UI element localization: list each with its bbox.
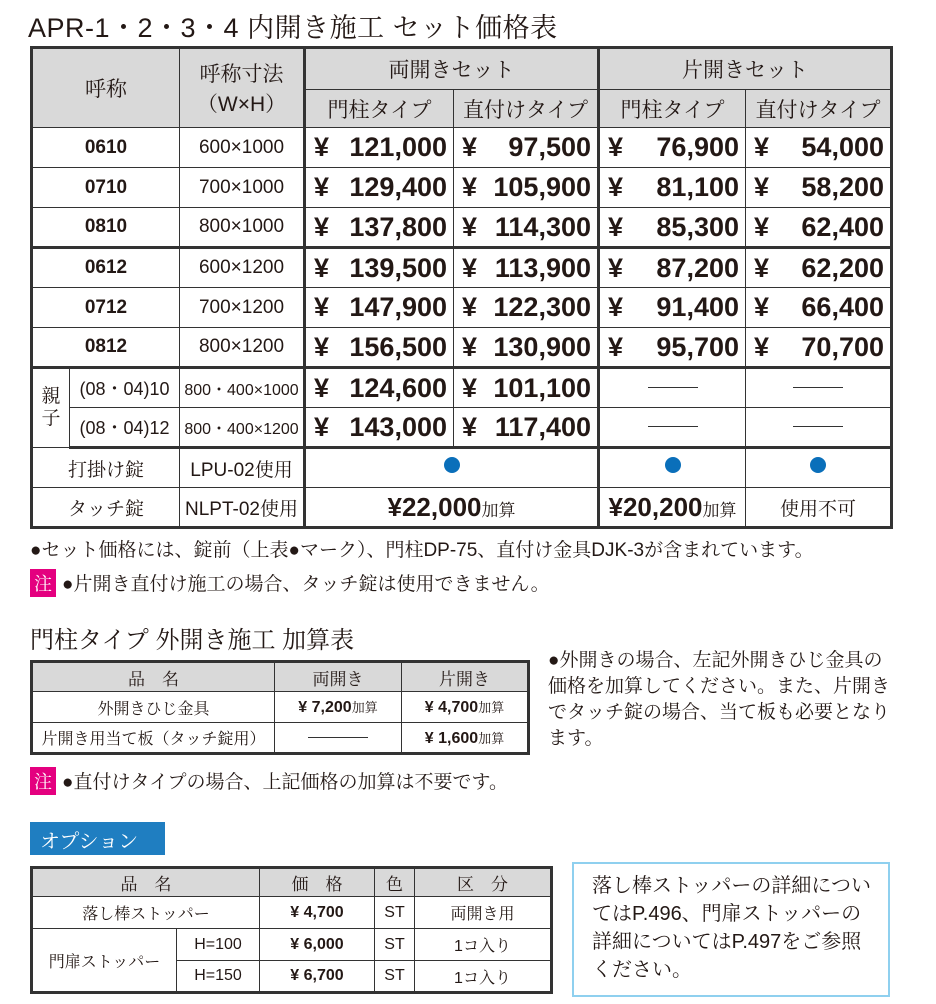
- yen: ¥: [608, 331, 624, 362]
- color: ST: [375, 897, 415, 929]
- height: H=100: [177, 929, 260, 961]
- caution-badge: 注: [30, 767, 56, 795]
- yen: ¥: [462, 411, 478, 442]
- price: 105,900: [493, 172, 591, 202]
- add-price-table: [30, 660, 530, 755]
- price: 156,500: [349, 331, 447, 362]
- price: 143,000: [349, 411, 447, 442]
- header-post: 門柱タイプ: [599, 90, 746, 128]
- price: 62,400: [801, 211, 884, 242]
- table-row: [32, 328, 892, 368]
- options-table: [30, 866, 553, 994]
- price: 85,300: [656, 211, 739, 242]
- price: 124,600: [349, 372, 447, 403]
- yen: ¥: [754, 252, 770, 283]
- caution-badge: 注: [30, 569, 56, 597]
- yen: ¥: [314, 411, 330, 442]
- yen: ¥: [754, 132, 770, 162]
- type: 1コ入り: [415, 961, 552, 993]
- dash: [793, 387, 843, 388]
- lock1-name: 打掛け錠: [32, 448, 180, 488]
- page-title: APR-1・2・3・4 内開き施工 セット価格表: [28, 13, 558, 43]
- height: H=150: [177, 961, 260, 993]
- header: 片開き: [402, 662, 529, 692]
- yen: ¥: [462, 292, 478, 322]
- header-post: 門柱タイプ: [305, 90, 454, 128]
- info-box: 落し棒ストッパーの詳細についてはP.496、門扉ストッパーの詳細についてはP.497をご参照ください。: [572, 862, 890, 997]
- side-note: ●外開きの場合、左記外開きひじ金具の価格を加算してください。また、片開きでタッチ錠の場合、当て板も必要となります。: [548, 650, 891, 749]
- set-price-table: [30, 46, 893, 529]
- row-code: 0610: [32, 128, 180, 168]
- add-label: 加算: [481, 500, 516, 520]
- row-code: (08・04)12: [70, 408, 180, 448]
- included-dot-icon: [810, 457, 826, 473]
- yen: ¥: [314, 372, 330, 403]
- price: 95,700: [656, 331, 739, 362]
- item-name: 落し棒ストッパー: [32, 897, 260, 929]
- yen: ¥: [462, 372, 478, 403]
- dash: [793, 426, 843, 427]
- lock2-model: NLPT-02使用: [180, 488, 305, 528]
- table-row: [32, 288, 892, 328]
- price: 62,200: [801, 252, 884, 283]
- price: 129,400: [349, 172, 447, 202]
- price: 130,900: [493, 331, 591, 362]
- lock2-single-price: ¥20,200: [608, 491, 703, 522]
- table-row: [32, 248, 892, 288]
- yen: ¥: [754, 172, 770, 202]
- price: 147,900: [349, 292, 447, 322]
- yen: ¥: [314, 252, 330, 283]
- header: 色: [375, 868, 415, 897]
- yen: ¥: [608, 132, 624, 162]
- yen: ¥: [608, 252, 624, 283]
- yen: ¥: [314, 172, 330, 202]
- lock2-double-price: ¥22,000: [387, 491, 482, 522]
- yen: ¥: [462, 172, 478, 202]
- yen: ¥: [608, 292, 624, 322]
- price: ¥ 4,700: [260, 897, 375, 929]
- price: 66,400: [801, 292, 884, 322]
- price: 113,900: [494, 252, 591, 283]
- yen: ¥: [462, 252, 478, 283]
- yen: ¥: [314, 331, 330, 362]
- price: 137,800: [349, 211, 447, 242]
- note-1: ●セット価格には、錠前（上表●マーク）、門柱DP-75、直付け金具DJK-3が含まれています。: [30, 540, 814, 561]
- note-text: ●直付けタイプの場合、上記価格の加算は不要です。: [62, 772, 509, 793]
- note-text: ●片開き直付け施工の場合、タッチ錠は使用できません。: [62, 574, 550, 595]
- row-size: 800・400×1000: [180, 368, 305, 408]
- price: 58,200: [801, 172, 884, 202]
- lock1-model: LPU-02使用: [180, 448, 305, 488]
- item-name: 片開き用当て板（タッチ錠用）: [32, 723, 275, 754]
- table-row: [32, 168, 892, 208]
- table-row: [32, 128, 892, 168]
- header: 区 分: [415, 868, 552, 897]
- price: 54,000: [801, 132, 884, 162]
- add-label: 加算: [702, 500, 737, 520]
- color: ST: [375, 961, 415, 993]
- price: 121,000: [349, 132, 447, 162]
- header: 価 格: [260, 868, 375, 897]
- dash: [648, 426, 698, 427]
- yen: ¥: [754, 211, 770, 242]
- yen: ¥: [462, 331, 478, 362]
- price: 101,100: [493, 372, 591, 403]
- yen: ¥: [754, 292, 770, 322]
- options-label: オプション: [30, 822, 165, 855]
- row-size: 600×1000: [180, 128, 305, 168]
- row-code: 0810: [32, 208, 180, 248]
- price: 97,500: [508, 132, 591, 162]
- price: ¥ 1,600: [424, 729, 479, 747]
- price: 76,900: [656, 132, 739, 162]
- row-size: 700×1200: [180, 288, 305, 328]
- item-name: 外開きひじ金具: [32, 692, 275, 723]
- header-size: 呼称寸法（W×H）: [180, 48, 305, 128]
- row-code: 0812: [32, 328, 180, 368]
- price: ¥ 6,000: [260, 929, 375, 961]
- yen: ¥: [462, 211, 478, 242]
- row-size: 700×1000: [180, 168, 305, 208]
- header-direct: 直付けタイプ: [746, 90, 892, 128]
- section-title: 門柱タイプ 外開き施工 加算表: [30, 627, 355, 654]
- header-name: 呼称: [32, 48, 180, 128]
- note-2: [30, 569, 550, 597]
- price: 87,200: [656, 252, 739, 283]
- price: 139,500: [349, 252, 447, 283]
- row-size: 600×1200: [180, 248, 305, 288]
- yen: ¥: [608, 172, 624, 202]
- item-name: 門扉ストッパー: [32, 929, 177, 993]
- oyako-label: 親子: [32, 368, 70, 448]
- dash: [308, 737, 368, 738]
- price: 122,300: [493, 292, 591, 322]
- price: 70,700: [801, 331, 884, 362]
- add-label: 加算: [478, 730, 505, 746]
- row-size: 800・400×1200: [180, 408, 305, 448]
- add-label: 加算: [478, 700, 505, 715]
- yen: ¥: [608, 211, 624, 242]
- price: ¥ 4,700: [424, 699, 479, 716]
- yen: ¥: [462, 132, 478, 162]
- header-double: 両開きセット: [305, 48, 599, 90]
- header: 品 名: [32, 868, 260, 897]
- row-code: (08・04)10: [70, 368, 180, 408]
- included-dot-icon: [665, 457, 681, 473]
- row-code: 0712: [32, 288, 180, 328]
- price: 91,400: [656, 292, 739, 322]
- yen: ¥: [314, 292, 330, 322]
- note-3: [30, 767, 508, 795]
- header-direct: 直付けタイプ: [454, 90, 599, 128]
- header-single: 片開きセット: [599, 48, 892, 90]
- price: 117,400: [494, 411, 591, 442]
- header: 品 名: [32, 662, 275, 692]
- included-dot-icon: [444, 457, 460, 473]
- color: ST: [375, 929, 415, 961]
- yen: ¥: [314, 211, 330, 242]
- price: 81,100: [656, 172, 739, 202]
- lock2-na: 使用不可: [746, 488, 892, 528]
- lock2-name: タッチ錠: [32, 488, 180, 528]
- type: 1コ入り: [415, 929, 552, 961]
- row-code: 0612: [32, 248, 180, 288]
- dash: [648, 387, 698, 388]
- row-size: 800×1000: [180, 208, 305, 248]
- yen: ¥: [754, 331, 770, 362]
- table-row: [32, 208, 892, 248]
- add-label: 加算: [351, 700, 378, 715]
- yen: ¥: [314, 132, 330, 162]
- row-size: 800×1200: [180, 328, 305, 368]
- price: ¥ 6,700: [260, 961, 375, 993]
- row-code: 0710: [32, 168, 180, 208]
- price: ¥ 7,200: [298, 699, 352, 716]
- price: 114,300: [494, 211, 591, 242]
- header: 両開き: [275, 662, 402, 692]
- type: 両開き用: [415, 897, 552, 929]
